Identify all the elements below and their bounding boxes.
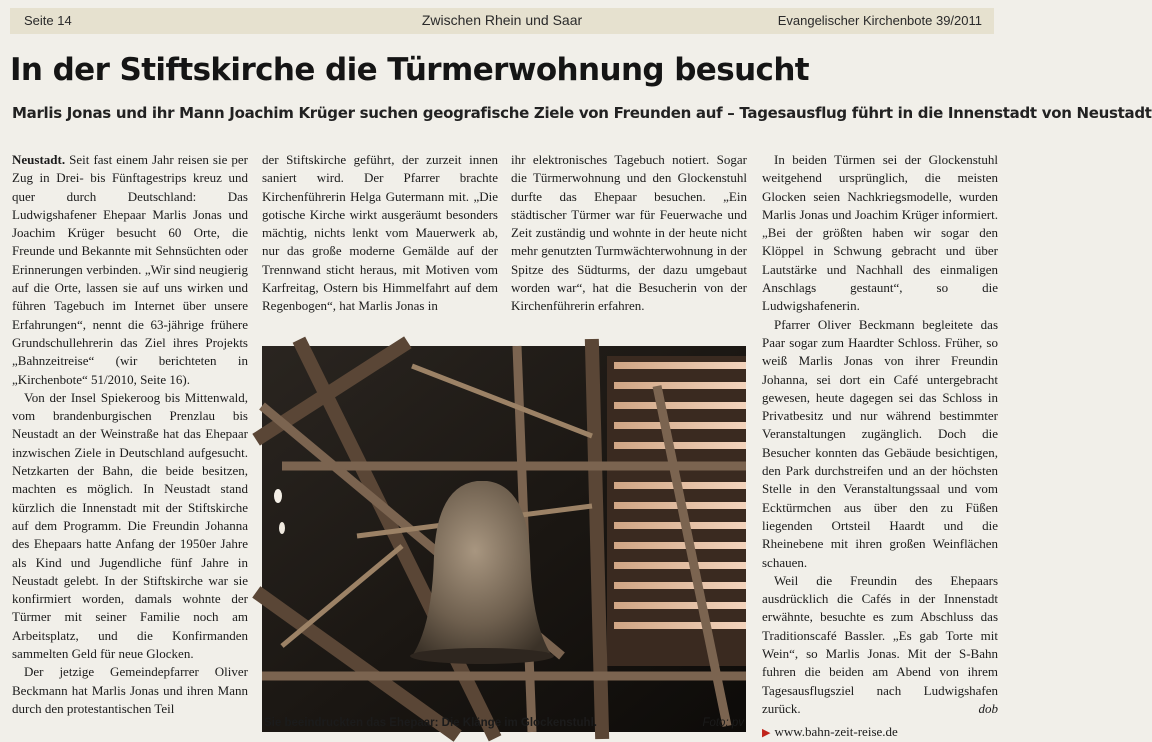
triangle-right-icon: ▶ — [762, 726, 771, 739]
author-signature: dob — [978, 701, 998, 717]
paragraph: der Stiftskirche geführt, der zurzeit innen saniert wird. Der Pfarrer brachte Kirchenführerin Helga Gutermann mit. „Die gotische Kirche wirkt ausgeräumt besonders mächtig, nichts lenkt vom Mauerwerk ab, nur das große moderne Gemälde auf der Trennwand sticht heraus, mit Motiven vom Karfreitag, Ostern bis Himmelfahrt auf dem Regenbogen“, hat Marlis Jonas in — [262, 152, 498, 314]
paragraph: Von der Insel Spiekeroog bis Mittenwald, vom brandenburgischen Prenzlau bis Neustadt an der Weinstraße hat das Ehepaar inzwischen Ziele in Deutschland aufgesucht. Netzkarten der Bahn, die beide besitzen, machten es möglich. In Neustadt stand kürzlich die Innenstadt mit der Stiftskirche auf dem Programm. Die Freundin Johanna des Ehepaars hatte Anfang der 1950er Jahre als Kind und Jugendliche fünf Jahre in Neustadt gelebt. In der Stiftskirche war sie konfirmiert worden, damals wohnte der Türmer mit seiner Familie noch am Arbeitsplatz, und die Konfirmanden sammelten Geld für neue Glocken. — [12, 389, 248, 662]
bell-tower-photo — [262, 346, 746, 732]
article-headline: In der Stiftskirche die Türmerwohnung besucht — [10, 52, 810, 88]
page-header — [10, 8, 994, 34]
paragraph: Weil die Freundin des Ehepaars ausdrücklich die Cafés in der Innenstadt erwähnte, besuchte es zum Abschluss das Traditionscafé Bassler. „Es gab Torte mit Wein“, so Marlis Jonas. Mit der S-Bahn fuhren die beiden am Abend von ihrem Tagesausflugsziel nach Ludwigshafen zurück. — [762, 572, 998, 716]
article-subhead: Marlis Jonas und ihr Mann Joachim Krüger suchen geografische Ziele von Freunden auf – Tagesausflug führt in die Innenstadt von Neustadt — [12, 104, 1152, 122]
photo-caption-row — [264, 717, 744, 733]
article-column-3 — [511, 151, 747, 316]
bell-tower-image — [262, 346, 746, 732]
paragraph: ihr elektronisches Tagebuch notiert. Sogar die Türmerwohnung und den Glockenstuhl durfte das Ehepaar besuchen. „Ein städtischer Türmer war für Feuerwache und Zeit zuständig und wohnte in der heute nicht mehr genutzten Turmwächterwohnung in der Spitze des Südturms, der dazu umgebaut worden war“, hat die Besucherin von der Kirchenführerin erfahren. — [511, 152, 747, 314]
article-column-4 — [762, 151, 998, 742]
paragraph: In beiden Türmen sei der Glockenstuhl weitgehend ursprünglich, die meisten Glocken seien Nachkriegsmodelle, wurden Marlis Jonas und Joachim Krüger informiert. „Bei der größten haben wir sogar den Klöppel in Schwung gebracht und über Lautstärke und Nachhall des einmaligen Anschlags gestaunt“, so die Ludwigshafenerin. — [762, 152, 998, 314]
dateline: Neustadt. — [12, 152, 66, 167]
section-title: Zwischen Rhein und Saar — [421, 12, 583, 28]
paragraph: Der jetzige Gemeindepfarrer Oliver Beckmann hat Marlis Jonas und ihren Mann durch den protestantischen Teil — [12, 664, 248, 716]
photo-caption: Sie beeindruckten das Ehepaar: Die Klänge im Glockenstuhl. — [264, 717, 597, 729]
photo-credit: Foto: pv — [702, 717, 744, 729]
website-url: www.bahn-zeit-reise.de — [774, 723, 898, 739]
article-column-2 — [262, 151, 498, 316]
page-number: Seite 14 — [24, 13, 72, 28]
paragraph — [12, 151, 248, 389]
website-link[interactable] — [762, 723, 998, 742]
paragraph: Pfarrer Oliver Beckmann begleitete das Paar sogar zum Haardter Schloss. Früher, so weiß Marlis Jonas von ihrer Freundin Johanna, sei dort ein Café untergebracht gewesen, heute dagegen sei das Schloss in Privatbesitz und nur während bestimmter Veranstaltungen zugänglich. Doch die Besucher konnten das Gebäude besichtigen, den Park durchstreifen und an der höchsten Stelle in den Veranstaltungssaal und vom Ecktürmchen aus über den zu Füßen liegenden Ortsteil Haardt und die Rheinebene mit ihren großen Weinflächen schauen. — [762, 316, 998, 570]
paragraph-text: Seit fast einem Jahr reisen sie per Zug in Drei- bis Fünftagestrips kreuz und quer durch Deutschland: Das Ludwigshafener Ehepaar Marlis Jonas und Joachim Krüger besucht 60 Orte, die Freunde und Bekannte mit Sehnsüchten oder Erinnerungen verbinden. „Wir sind neugierig auf die Orte, lassen sie auf uns wirken und führen Tagebuch im Internet über unsere Erfahrungen“, nennt die 63-jährige frühere Grundschullehrerin das Ziel ihres Projekts „Bahnzeitreise“ (wir berichteten in „Kirchenbote“ 51/2010, Seite 16). — [12, 152, 249, 387]
publication-issue: Evangelischer Kirchenbote 39/2011 — [777, 13, 982, 28]
article-column-1 — [12, 151, 248, 718]
